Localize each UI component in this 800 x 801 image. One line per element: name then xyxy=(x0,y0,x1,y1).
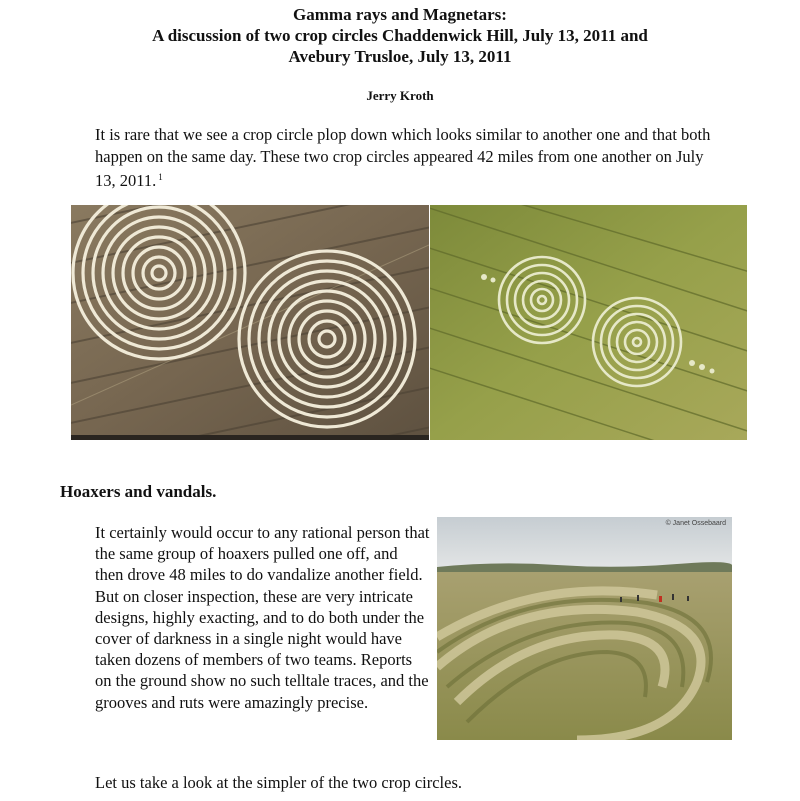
aerial-photo-chaddenwick xyxy=(71,205,429,440)
ground-photo-spiral xyxy=(437,517,732,740)
title-line-3: Avebury Trusloe, July 13, 2011 xyxy=(288,47,512,66)
title-line-1: Gamma rays and Magnetars: xyxy=(293,5,507,24)
photo-credit: © Janet Ossebaard xyxy=(665,520,726,527)
crop-circle-ground-view-image xyxy=(437,517,732,740)
crop-circle-double-spiral-green-image xyxy=(430,205,747,440)
closing-sentence: Let us take a look at the simpler of the two crop circles. xyxy=(95,773,463,792)
author-name: Jerry Kroth xyxy=(366,88,434,103)
aerial-photo-avebury xyxy=(430,205,747,440)
crop-circle-double-spiral-brown-image xyxy=(71,205,429,440)
intro-paragraph xyxy=(95,124,715,192)
footnote-marker: 1 xyxy=(158,172,163,182)
title-line-2: A discussion of two crop circles Chaddenwick Hill, July 13, 2011 and xyxy=(152,26,648,45)
body-paragraph: It certainly would occur to any rational person that the same group of hoaxers pulled one off, and then drove 48 miles to do vandalize another field. But on closer inspection, these are very intricate designs, highly exacting, and to do both under the cover of darkness in a single night would have taken dozens of members of two teams. Reports on the ground show no such telltale traces, and the grooves and ruts were amazingly precise. xyxy=(95,523,430,712)
section-heading: Hoaxers and vandals. xyxy=(60,482,217,501)
intro-text: It is rare that we see a crop circle plop down which looks similar to another one and that both happen on the same day. These two crop circles appeared 42 miles from one another on July 13, 2011. xyxy=(95,125,711,190)
document-title xyxy=(0,4,800,67)
